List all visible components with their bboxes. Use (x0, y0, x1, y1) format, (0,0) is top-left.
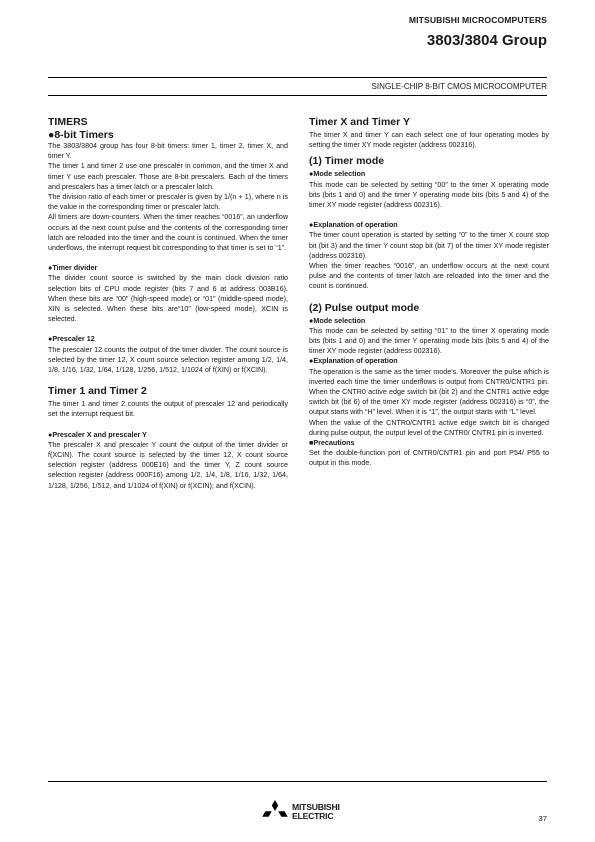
subheading-precautions: ■Precautions (309, 438, 355, 448)
subheading-timer-divider: ●Timer divider (48, 263, 98, 273)
subheading-prescaler-12: ●Prescaler 12 (48, 334, 95, 344)
paragraph: All timers are down-counters. When the timer reaches “0016”, an underflow occurs at the next count pulse and the contents of the corresponding timer latch are reloaded into the timer and the count is continued. When the timer underflows, the interrupt request bit corresponding to that timer is set to “1”. (48, 213, 288, 253)
header-brand: MITSUBISHI MICROCOMPUTERS (408, 15, 547, 25)
subheading-mode-selection: ●Mode selection (309, 169, 366, 179)
paragraph: The 3803/3804 group has four 8-bit timers: timer 1, timer 2, timer X, and timer Y. (48, 142, 288, 161)
subheading-prescaler-xy: ●Prescaler X and prescaler Y (48, 429, 147, 439)
paragraph: Set the double-function port of CNTR0/CNTR1 pin and port P54/ P55 to output in this mode. (309, 449, 549, 468)
header-rule-lower (48, 95, 547, 96)
section-title-pulse-output-mode: (2) Pulse output mode (309, 301, 420, 314)
mitsubishi-logo (262, 800, 340, 823)
paragraph: The timer 1 and timer 2 use one prescaler in common, and the timer X and timer Y use each prescaler. Those are 8-bit prescalers. Each of the timers and prescalers has a timer latch or a prescaler latch. (48, 162, 288, 191)
paragraph: The prescaler X and prescaler Y count the output of the timer divider or f(XCIN). The count source is selected by the timer 12, X count source selection register (address 000E16) and the timer Y, Z count source selection register (address 000F16) among 1/2, 1/4, 1/8, 1/16, 1/32, 1/64, 1/128, 1/256, 1/512, and 1/1024 of f(XIN) or f(XCIN); and f(XCIN). (48, 440, 288, 490)
section-title-timer-xy: Timer X and Timer Y (309, 116, 410, 128)
paragraph: The operation is the same as the timer mode’s. Moreover the pulse which is inverted each time the timer underflows is output from CNTR0/CNTR1 pin. When the CNTR0 active edge switch bit (bit 2) and the CNTR1 active edge switch bit (bit 6) of the timer XY mode register (address 002316) is “0”, the output starts with “H” level. When it is “1”, the output starts with “L” level. (309, 367, 549, 417)
header-group-title: 3803/3804 Group (426, 32, 547, 49)
header-subtitle: SINGLE-CHIP 8-BIT CMOS MICROCOMPUTER (371, 82, 547, 91)
three-diamonds-icon (262, 800, 288, 823)
right-column (309, 116, 549, 469)
section-title-timer-1-2: Timer 1 and Timer 2 (48, 385, 147, 398)
section-title-timers: TIMERS (48, 116, 88, 128)
subheading-explanation-of-operation: ●Explanation of operation (309, 220, 398, 230)
logo-line-2: ELECTRIC (292, 810, 334, 821)
footer-rule (48, 781, 547, 782)
subheading-explanation-of-operation: ●Explanation of operation (309, 356, 398, 366)
paragraph: The timer 1 and timer 2 counts the output of prescaler 12 and periodically set the interrupt request bit. (48, 400, 288, 419)
paragraph: The timer count operation is started by setting “0” to the timer X count stop bit (bit 3) and the timer Y count stop bit (bit 7) of the timer XY mode register (address 002316). (309, 231, 549, 260)
paragraph: The division ratio of each timer or prescaler is given by 1/(n + 1), where n is the value in the corresponding timer or prescaler latch. (48, 193, 288, 212)
left-column (48, 116, 288, 491)
paragraph: The prescaler 12 counts the output of the timer divider. The count source is selected by the timer 12, X count source selection register among 1/2, 1/4, 1/8, 1/16, 1/32, 1/64, 1/128, 1/256, 1/512, 1/1024 of f(XIN) or f(XCIN). (48, 345, 288, 375)
page-number: 37 (538, 814, 547, 823)
paragraph: When the value of the CNTR0/CNTR1 active edge switch bit is changed during pulse output, the output level of the CNTR0/ CNTR1 pin is inverted. (309, 418, 549, 437)
logo-line-1: MITSUBISHI (292, 801, 340, 812)
paragraph: This mode can be selected by setting “01” to the timer X operating mode bits (bits 1 and 0) and the timer Y operating mode bits (bits 5 and 4) of the timer XY mode register (address 002316). (309, 326, 549, 356)
section-title-8bit-timers: ●8-bit Timers (48, 129, 114, 141)
logo-wordmark (292, 803, 340, 821)
section-title-timer-mode: (1) Timer mode (309, 155, 385, 168)
paragraph: When the timer reaches “0016”, an underflow occurs at the next count pulse and the contents of timer latch are reloaded into the timer and the count is continued. (309, 262, 549, 291)
paragraph: The timer X and timer Y can each select one of four operating modes by setting the timer XY mode register (address 002316). (309, 131, 549, 150)
paragraph: This mode can be selected by setting “00” to the timer X operating mode bits (bits 1 and 0) and the timer Y operating mode bits (bits 5 and 4) of the timer XY mode register (address 002316). (309, 180, 549, 210)
paragraph: The divider count source is switched by the main clock division ratio selection bits of CPU mode register (bits 7 and 6 at address 003B16). When these bits are “00” (high-speed mode) or “01” (middle-speed mode), XIN is selected. When these bits are“10” (low-speed mode), XCIN is selected. (48, 274, 288, 324)
header-rule (48, 77, 547, 78)
subheading-mode-selection: ●Mode selection (309, 315, 366, 325)
